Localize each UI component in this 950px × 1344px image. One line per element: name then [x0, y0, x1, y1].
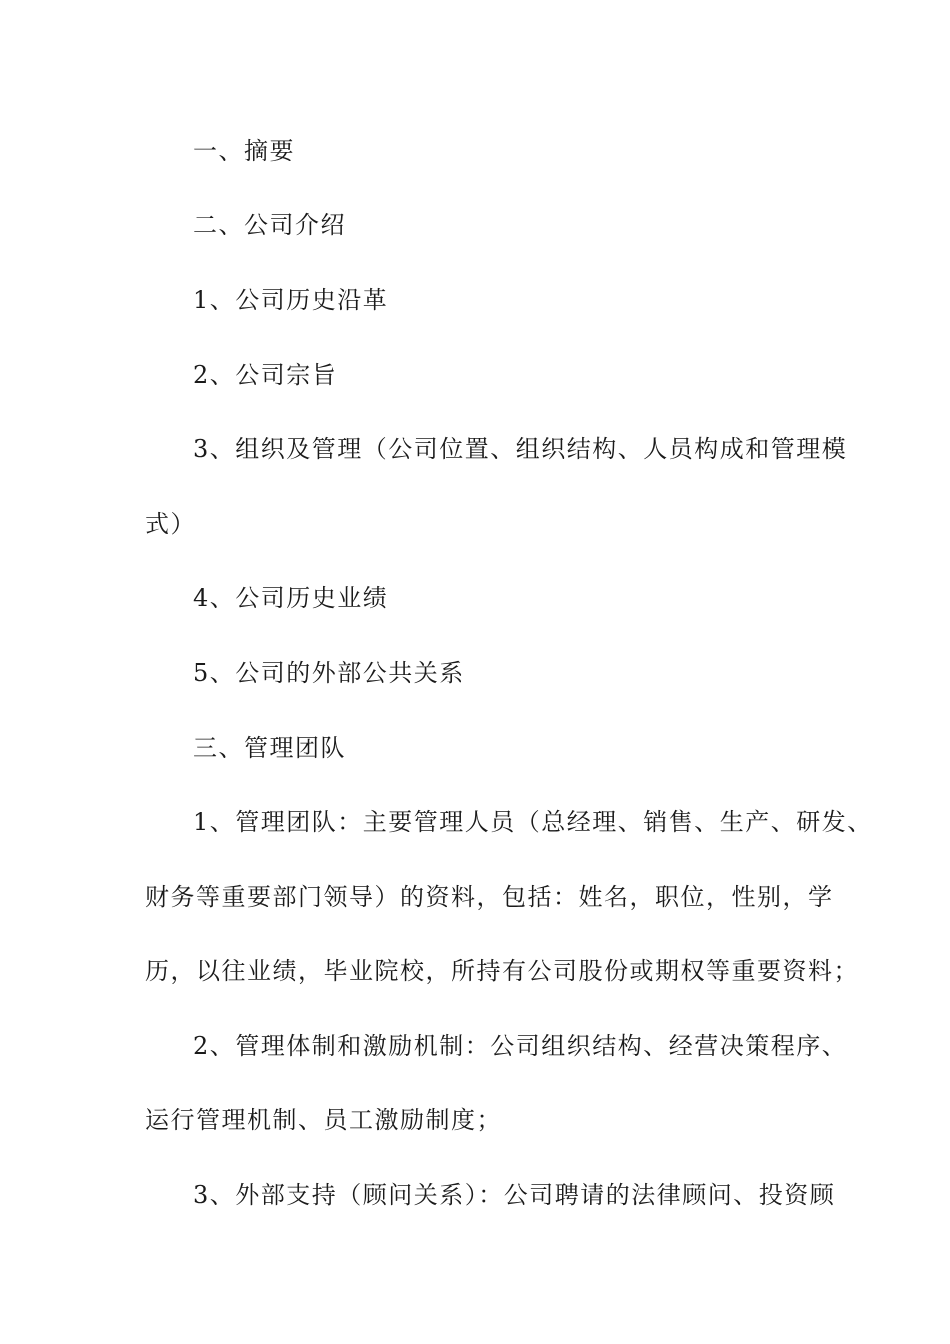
item-historical-performance: 4、公司历史业绩 — [193, 584, 389, 612]
item-public-relations: 5、公司的外部公共关系 — [193, 659, 465, 687]
heading-management-team: 三、管理团队 — [193, 734, 346, 762]
item-company-purpose: 2、公司宗旨 — [193, 361, 338, 389]
item-company-history: 1、公司历史沿革 — [193, 286, 389, 314]
item-organization-management-cont: 式） — [145, 510, 196, 538]
item-external-support: 3、外部支持（顾问关系）：公司聘请的法律顾问、投资顾 — [193, 1181, 836, 1209]
item-management-team-cont-1: 财务等重要部门领导）的资料，包括：姓名，职位，性别，学 — [145, 883, 834, 911]
item-organization-management: 3、组织及管理（公司位置、组织结构、人员构成和管理模 — [193, 435, 848, 463]
item-management-system: 2、管理体制和激励机制：公司组织结构、经营决策程序、 — [193, 1032, 848, 1060]
item-management-team: 1、管理团队：主要管理人员（总经理、销售、生产、研发、 — [193, 808, 873, 836]
item-management-team-cont-2: 历，以往业绩，毕业院校，所持有公司股份或期权等重要资料； — [145, 957, 859, 985]
heading-summary: 一、摘要 — [193, 137, 295, 165]
heading-company-intro: 二、公司介绍 — [193, 211, 346, 239]
item-management-system-cont: 运行管理机制、员工激励制度； — [145, 1106, 502, 1134]
